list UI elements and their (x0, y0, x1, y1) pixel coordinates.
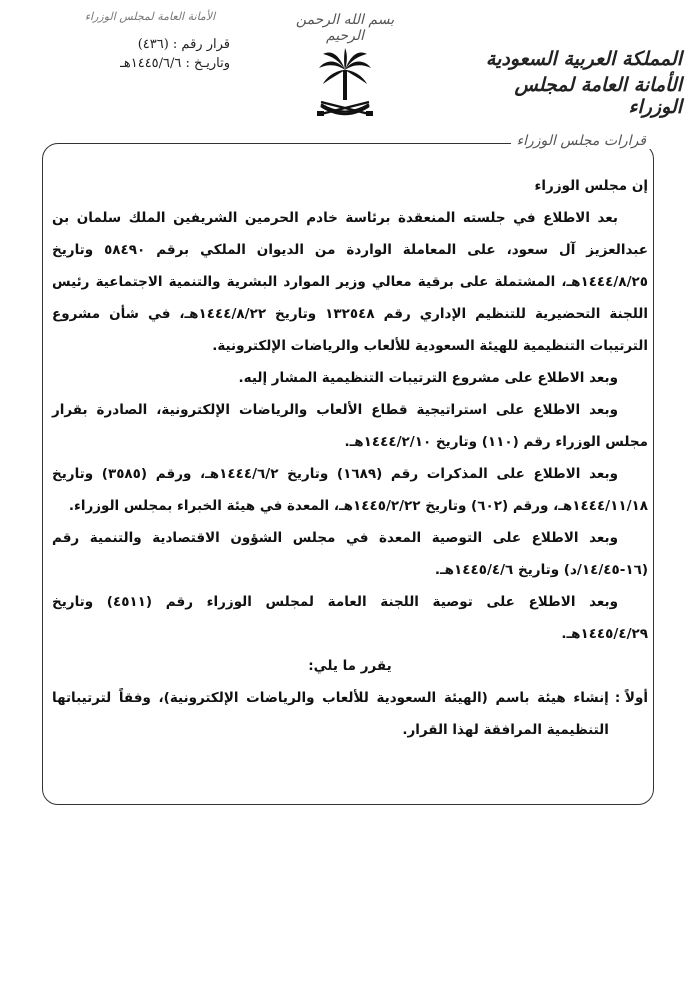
paragraph-1: بعد الاطلاع في جلسته المنعقدة برئاسة خادم الحرمين الشريفين الملك سلمان بن عبدالعزيز آل سعود، على المعاملة الواردة من الديوان الملكي برقم ٥٨٤٩٠ وتاريخ ١٤٤٤/٨/٢٥هـ، المشتملة على برقية معالي وزير الموارد البشرية والتنمية الاجتماعية رئيس اللجنة التحضيرية للتنظيم الإداري رقم ١٣٢٥٤٨ وتاريخ ١٤٤٤/٨/٢٢هـ، في شأن مشروع الترتيبات التنظيمية للهيئة السعودية للألعاب والرياضات الإلكترونية. (52, 210, 648, 354)
saudi-emblem-icon (315, 48, 375, 123)
paragraph-2: وبعد الاطلاع على مشروع الترتيبات التنظيمية المشار إليه. (238, 370, 618, 386)
decision-number: قرار رقم : (٤٣٦) (137, 37, 230, 52)
decision-item-1 (52, 682, 648, 746)
opening-line: إن مجلس الوزراء (534, 178, 648, 194)
secretariat-name: الأمانة العامة لمجلس الوزراء (514, 74, 682, 118)
decides-heading: يقرر ما يلي: (308, 658, 392, 674)
paragraph-6: وبعد الاطلاع على توصية اللجنة العامة لمجلس الوزراء رقم (٤٥١١) وتاريخ ١٤٤٥/٤/٢٩هـ. (52, 594, 648, 642)
item-1-number: أولاً : (614, 690, 648, 706)
paragraph-3: وبعد الاطلاع على استراتيجية قطاع الألعاب والرياضات الإلكترونية، الصادرة بقرار مجلس الوزراء رقم (١١٠) وتاريخ ١٤٤٤/٢/١٠هـ. (52, 402, 648, 450)
paragraph-4: وبعد الاطلاع على المذكرات رقم (١٦٨٩) وتاريخ ١٤٤٤/٦/٢هـ، ورقم (٣٥٨٥) وتاريخ ١٤٤٤/١١/١٨هـ، ورقم (٦٠٢) وتاريخ ١٤٤٥/٢/٢٢هـ، المعدة في هيئة الخبراء بمجلس الوزراء. (52, 466, 648, 514)
decision-date: وتاريـخ : ١٤٤٥/٦/٦هـ (120, 56, 230, 71)
kingdom-name: المملكة العربية السعودية (485, 48, 682, 70)
item-1-text: إنشاء هيئة باسم (الهيئة السعودية للألعاب والرياضات الإلكترونية)، وفقاً لترتيباتها التنظيمية المرافقة لهذا القرار. (52, 690, 609, 738)
paragraph-5: وبعد الاطلاع على التوصية المعدة في مجلس الشؤون الاقتصادية والتنمية رقم (١٦-١٤/٤٥/د) وتاريخ ١٤٤٥/٤/٦هـ. (52, 530, 648, 578)
issuer-header (482, 48, 682, 118)
decision-body (52, 170, 648, 746)
decisions-tag: قرارات مجلس الوزراء (511, 133, 652, 149)
decision-info-block (70, 10, 230, 75)
basmala: بسم الله الرحمن الرحيم (295, 12, 395, 44)
secretariat-small-label: الأمانة العامة لمجلس الوزراء (84, 10, 216, 23)
